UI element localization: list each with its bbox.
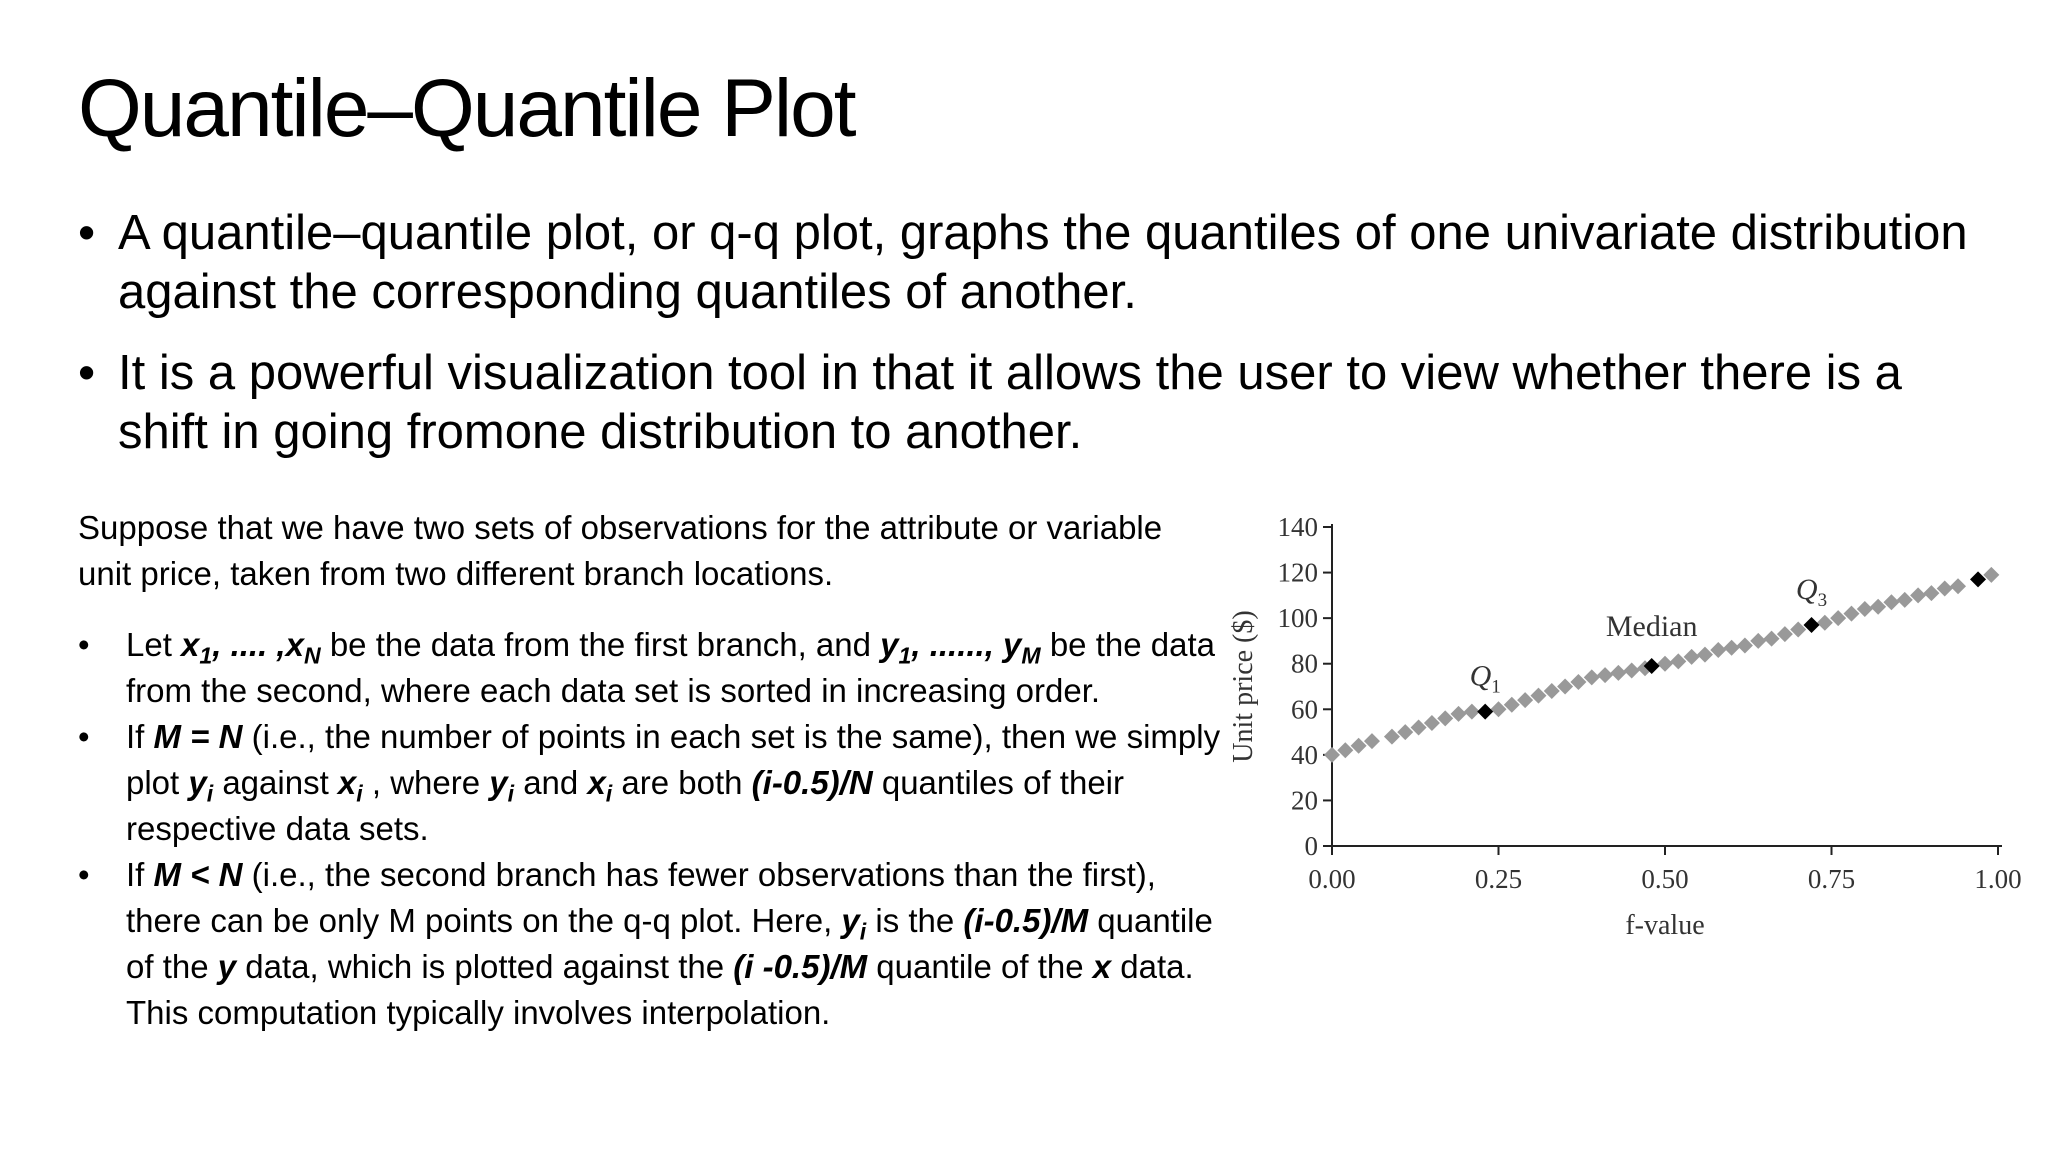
chart-points	[1324, 567, 1999, 763]
var-y: y	[217, 948, 237, 985]
bullet-item	[78, 344, 1978, 462]
subscript: 1	[199, 642, 213, 669]
subscript: i	[356, 780, 363, 807]
x-tick-label: 0.00	[1308, 864, 1356, 894]
y-tick-label: 0	[1304, 831, 1318, 861]
bullet-text: It is a powerful visualization tool in that it allows the user to view whether there is a shift in going fromone distribution to another.	[118, 346, 1902, 459]
var-x: x	[181, 626, 200, 663]
data-point	[1337, 742, 1353, 758]
quantile-formula: (i-0.5)/M	[963, 902, 1089, 939]
data-point	[1530, 688, 1546, 704]
intro-paragraph: Suppose that we have two sets of observations for the attribute or variable unit price, taken from two different branch locations.	[78, 509, 1163, 592]
bullet-item	[78, 204, 1978, 322]
y-tick-label: 60	[1291, 694, 1318, 725]
data-point	[1504, 697, 1520, 713]
data-point	[1584, 669, 1600, 685]
data-point	[1697, 647, 1713, 663]
var-y: y	[880, 626, 899, 663]
highlight-point	[1804, 617, 1820, 633]
subscript: 1	[898, 642, 912, 669]
text-span: be the data from the first branch, and	[320, 626, 881, 663]
ellipsis: , ......,	[911, 626, 1004, 663]
data-point	[1764, 631, 1780, 647]
bullet-dot-icon: •	[78, 346, 96, 400]
text-span: Let	[126, 626, 182, 663]
data-point	[1451, 706, 1467, 722]
condition: M = N	[153, 718, 243, 755]
y-tick-label: 100	[1277, 603, 1318, 634]
highlight-label: $Q_1$	[1469, 659, 1501, 698]
detail-list	[78, 622, 1228, 1036]
y-tick-label: 40	[1291, 739, 1318, 770]
var-y: y	[1003, 626, 1022, 663]
var-y: y	[489, 764, 508, 801]
data-point	[1610, 665, 1626, 681]
data-point	[1710, 642, 1726, 658]
detail-item-equal	[78, 714, 1228, 852]
data-point	[1750, 633, 1766, 649]
data-point	[1411, 720, 1427, 736]
data-point	[1724, 640, 1740, 656]
data-point	[1624, 663, 1640, 679]
y-tick-label: 120	[1277, 557, 1318, 588]
x-tick-label: 0.25	[1474, 864, 1523, 894]
data-point	[1870, 599, 1886, 615]
bullet-dot-icon: •	[78, 856, 90, 893]
data-point	[1657, 656, 1673, 672]
text-span: (i.e., the number of points in each set is the same), then we simply plot	[126, 718, 1221, 801]
qq-chart-svg	[1216, 500, 2048, 1152]
text-span: are both	[612, 764, 752, 801]
data-point	[1790, 622, 1806, 638]
var-x: x	[285, 626, 304, 663]
data-point	[1670, 653, 1686, 669]
detail-item-let	[78, 622, 1228, 714]
subscript: i	[605, 780, 613, 807]
text-span: quantiles of their respective data sets.	[126, 764, 1124, 847]
main-bullets	[78, 204, 1978, 484]
subscript: i	[206, 780, 214, 807]
data-point	[1364, 733, 1380, 749]
highlight-point	[1970, 571, 1986, 587]
bullet-text: A quantile–quantile plot, or q-q plot, graphs the quantiles of one univariate distribution against the corresponding quantiles of another.	[118, 206, 1968, 319]
slide-title: Quantile–Quantile Plot	[78, 63, 855, 154]
text-span: quantile of the	[867, 948, 1093, 985]
data-point	[1777, 626, 1793, 642]
data-point	[1737, 637, 1753, 653]
highlight-point	[1477, 704, 1493, 720]
text-span: be the data from the second, where each data set is sorted in increasing order.	[126, 626, 1215, 709]
text-span: and	[514, 764, 588, 801]
data-point	[1424, 715, 1440, 731]
data-point	[1544, 683, 1560, 699]
text-span: quantile of the	[126, 902, 1213, 985]
highlight-label: Median	[1605, 609, 1698, 643]
data-point	[1324, 747, 1340, 763]
y-axis-title: Unit price ($)	[1228, 610, 1259, 763]
y-tick-label: 140	[1277, 512, 1318, 542]
data-point	[1384, 729, 1400, 745]
data-point	[1491, 701, 1507, 717]
text-span: (i.e., the second branch has fewer observations than the first), there can be only M points on the q-q plot. Here,	[126, 856, 1156, 939]
data-point	[1983, 567, 1999, 583]
text-span: against	[213, 764, 338, 801]
text-span: is the	[866, 902, 964, 939]
quantile-formula: (i -0.5)/M	[733, 948, 868, 985]
bullet-dot-icon: •	[78, 718, 90, 755]
subscript: M	[1021, 642, 1041, 669]
data-point	[1570, 674, 1586, 690]
data-point	[1843, 606, 1859, 622]
data-point	[1517, 692, 1533, 708]
var-y: y	[188, 764, 207, 801]
data-point	[1351, 738, 1367, 754]
chart-axes	[1228, 512, 2022, 941]
data-point	[1897, 592, 1913, 608]
y-tick-label: 20	[1291, 785, 1318, 816]
detail-item-less	[78, 852, 1228, 1036]
data-point	[1437, 710, 1453, 726]
data-point	[1557, 679, 1573, 695]
x-tick-label: 1.00	[1974, 864, 2022, 894]
x-tick-label: 0.75	[1807, 864, 1856, 894]
bullet-dot-icon: •	[78, 626, 90, 663]
text-span: If	[126, 856, 154, 893]
x-tick-label: 0.50	[1641, 864, 1689, 894]
data-point	[1817, 615, 1833, 631]
data-point	[1950, 578, 1966, 594]
quantile-formula: (i-0.5)/N	[751, 764, 873, 801]
data-point	[1910, 587, 1926, 603]
text-span: data, which is plotted against the	[236, 948, 734, 985]
x-axis-title: f-value	[1625, 910, 1705, 941]
y-tick-label: 80	[1291, 648, 1318, 679]
data-point	[1830, 610, 1846, 626]
data-point	[1397, 724, 1413, 740]
ellipsis: , .... ,	[212, 626, 286, 663]
subscript: N	[303, 642, 321, 669]
data-point	[1937, 581, 1953, 597]
data-point	[1684, 649, 1700, 665]
data-point	[1597, 667, 1613, 683]
data-point	[1923, 585, 1939, 601]
data-point	[1883, 594, 1899, 610]
var-x: x	[1092, 948, 1112, 985]
subscript: i	[507, 780, 515, 807]
text-span: If	[126, 718, 154, 755]
text-span: data. This computation typically involves interpolation.	[126, 948, 1194, 1031]
bullet-dot-icon: •	[78, 206, 96, 260]
highlight-label: $Q_3$	[1795, 572, 1828, 611]
condition: M < N	[153, 856, 243, 893]
var-x: x	[587, 764, 606, 801]
qq-chart	[1216, 500, 2048, 1152]
var-x: x	[337, 764, 357, 801]
subscript: i	[859, 918, 867, 945]
var-y: y	[841, 902, 860, 939]
data-point	[1857, 601, 1873, 617]
text-span: , where	[362, 764, 490, 801]
